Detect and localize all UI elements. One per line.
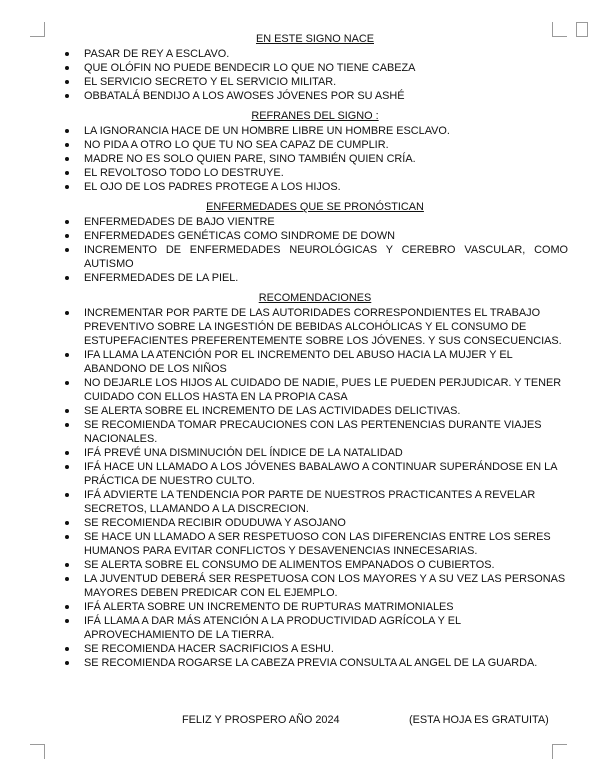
list-item: NO DEJARLE LOS HIJOS AL CUIDADO DE NADIE, PUES LE PUEDEN PERJUDICAR. Y TENER CUIDADO CON ELLOS HASTA EN LA PROPIA CASA <box>62 376 568 404</box>
list-item: LA IGNORANCIA HACE DE UN HOMBRE LIBRE UN HOMBRE ESCLAVO. <box>62 124 568 138</box>
list-item: SE HACE UN LLAMADO A SER RESPETUOSO CON LAS DIFERENCIAS ENTRE LOS SERES HUMANOS PARA EVITAR CONFLICTOS Y DESAVENENCIAS INNECESARIAS. <box>62 530 568 558</box>
section-heading: EN ESTE SIGNO NACE <box>255 33 374 45</box>
list-item: MADRE NO ES SOLO QUIEN PARE, SINO TAMBIÉN QUIEN CRÍA. <box>62 152 568 166</box>
list-item: ENFERMEDADES DE LA PIEL. <box>62 271 568 285</box>
list-item: ENFERMEDADES DE BAJO VIENTRE <box>62 215 568 229</box>
document-body <box>62 32 568 676</box>
bullet-list <box>62 306 568 670</box>
section-recomendaciones <box>62 291 568 670</box>
list-item: IFA LLAMA LA ATENCIÓN POR EL INCREMENTO DEL ABUSO HACIA LA MUJER Y EL ABANDONO DE LOS NIÑOS <box>62 348 568 376</box>
list-item: OBBATALÁ BENDIJO A LOS AWOSES JÓVENES POR SU ASHÉ <box>62 89 568 103</box>
list-item: LA JUVENTUD DEBERÁ SER RESPETUOSA CON LOS MAYORES Y A SU VEZ LAS PERSONAS MAYORES DEBEN PREDICAR CON EL EJEMPLO. <box>62 572 568 600</box>
list-item: EL OJO DE LOS PADRES PROTEGE A LOS HIJOS. <box>62 180 568 194</box>
list-item: SE RECOMIENDA ROGARSE LA CABEZA PREVIA CONSULTA AL ANGEL DE LA GUARDA. <box>62 656 568 670</box>
list-item: SE RECOMIENDA RECIBIR ODUDUWA Y ASOJANO <box>62 516 568 530</box>
section-heading: REFRANES DEL SIGNO : <box>251 110 379 122</box>
list-item: EL SERVICIO SECRETO Y EL SERVICIO MILITAR. <box>62 75 568 89</box>
page-icon <box>576 22 588 37</box>
footer-note: (ESTA HOJA ES GRATUITA) <box>409 714 549 726</box>
section-heading: ENFERMEDADES QUE SE PRONÓSTICAN <box>206 201 424 213</box>
crop-mark-bottom-left <box>30 744 45 759</box>
list-item: IFÁ ADVIERTE LA TENDENCIA POR PARTE DE NUESTROS PRACTICANTES A REVELAR SECRETOS, LLAMANDO A LA DISCRECION. <box>62 488 568 516</box>
list-item: SE RECOMIENDA HACER SACRIFICIOS A ESHU. <box>62 642 568 656</box>
section-refranes <box>62 109 568 194</box>
list-item: SE ALERTA SOBRE EL CONSUMO DE ALIMENTOS EMPANADOS O CUBIERTOS. <box>62 558 568 572</box>
list-item: IFÁ ALERTA SOBRE UN INCREMENTO DE RUPTURAS MATRIMONIALES <box>62 600 568 614</box>
list-item: IFÁ HACE UN LLAMADO A LOS JÓVENES BABALAWO A CONTINUAR SUPERÁNDOSE EN LA PRÁCTICA DE NUESTRO CULTO. <box>62 460 568 488</box>
bullet-list <box>62 124 568 194</box>
list-item: ENFERMEDADES GENÉTICAS COMO SINDROME DE DOWN <box>62 229 568 243</box>
list-item: INCREMENTO DE ENFERMEDADES NEUROLÓGICAS Y CEREBRO VASCULAR, COMO AUTISMO <box>62 243 568 271</box>
bullet-list <box>62 47 568 103</box>
section-enfermedades <box>62 200 568 285</box>
list-item: IFÁ LLAMA A DAR MÁS ATENCIÓN A LA PRODUCTIVIDAD AGRÍCOLA Y EL APROVECHAMIENTO DE LA TIERRA. <box>62 614 568 642</box>
list-item: SE RECOMIENDA TOMAR PRECAUCIONES CON LAS PERTENENCIAS DURANTE VIAJES NACIONALES. <box>62 418 568 446</box>
bullet-list <box>62 215 568 285</box>
list-item: IFÁ PREVÉ UNA DISMINUCIÓN DEL ÍNDICE DE LA NATALIDAD <box>62 446 568 460</box>
list-item: QUE OLÓFIN NO PUEDE BENDECIR LO QUE NO TIENE CABEZA <box>62 61 568 75</box>
section-heading: RECOMENDACIONES <box>258 292 372 304</box>
list-item: NO PIDA A OTRO LO QUE TU NO SEA CAPAZ DE CUMPLIR. <box>62 138 568 152</box>
list-item: INCREMENTAR POR PARTE DE LAS AUTORIDADES CORRESPONDIENTES EL TRABAJO PREVENTIVO SOBRE LA INGESTIÓN DE BEBIDAS ALCOHÓLICAS Y EL CONSUMO DE ESTUPEFACIENTES PREFERENTEMENTE SOBRE LOS JÓVENES. Y SUS CONSECUENCIAS. <box>62 306 568 348</box>
section-en-este-signo-nace <box>62 32 568 103</box>
crop-mark-top-left <box>30 22 45 37</box>
list-item: SE ALERTA SOBRE EL INCREMENTO DE LAS ACTIVIDADES DELICTIVAS. <box>62 404 568 418</box>
list-item: EL REVOLTOSO TODO LO DESTRUYE. <box>62 166 568 180</box>
footer-greeting: FELIZ Y PROSPERO AÑO 2024 <box>182 714 340 726</box>
crop-mark-bottom-right <box>552 744 567 759</box>
list-item: PASAR DE REY A ESCLAVO. <box>62 47 568 61</box>
